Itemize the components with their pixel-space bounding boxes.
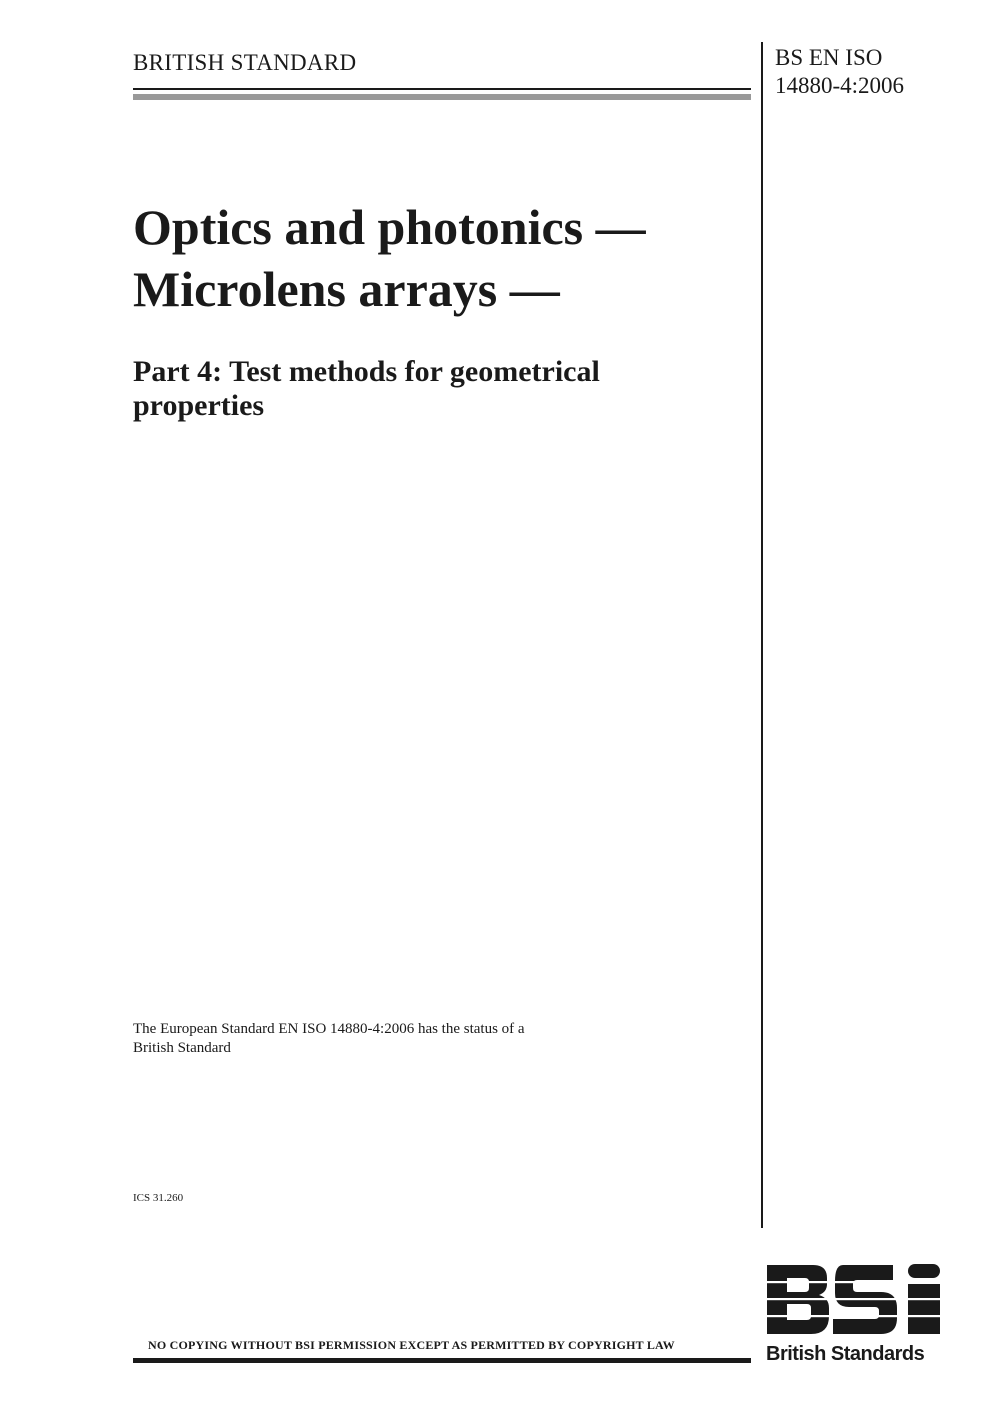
document-subtitle-line-2: properties — [133, 389, 265, 422]
status-note — [133, 1020, 525, 1058]
copyright-notice: NO COPYING WITHOUT BSI PERMISSION EXCEPT AS PERMITTED BY COPYRIGHT LAW — [148, 1338, 675, 1352]
document-subtitle-line-1: Part 4: Test methods for geometrical — [133, 355, 600, 388]
document-title-line-2: Microlens arrays — — [133, 261, 560, 317]
status-note-line-2: British Standard — [133, 1040, 231, 1056]
header-thick-rule — [133, 94, 751, 100]
vertical-divider — [761, 42, 763, 1228]
bsi-wordmark-icon — [765, 1262, 945, 1342]
standard-type-label: BRITISH STANDARD — [133, 50, 357, 75]
document-number-line-2: 14880-4:2006 — [775, 73, 905, 98]
header-thin-rule — [133, 88, 751, 90]
document-title — [133, 196, 753, 320]
document-number — [775, 44, 904, 100]
header-divider — [133, 88, 751, 100]
bsi-tagline: British Standards — [766, 1343, 925, 1365]
document-number-line-1: BS EN ISO — [775, 45, 883, 70]
ics-code: ICS 31.260 — [133, 1192, 184, 1204]
status-note-line-1: The European Standard EN ISO 14880-4:2006 has the status of a — [133, 1021, 525, 1037]
document-subtitle — [133, 355, 743, 423]
footer-rule — [133, 1358, 751, 1363]
document-title-line-1: Optics and photonics — — [133, 199, 646, 255]
